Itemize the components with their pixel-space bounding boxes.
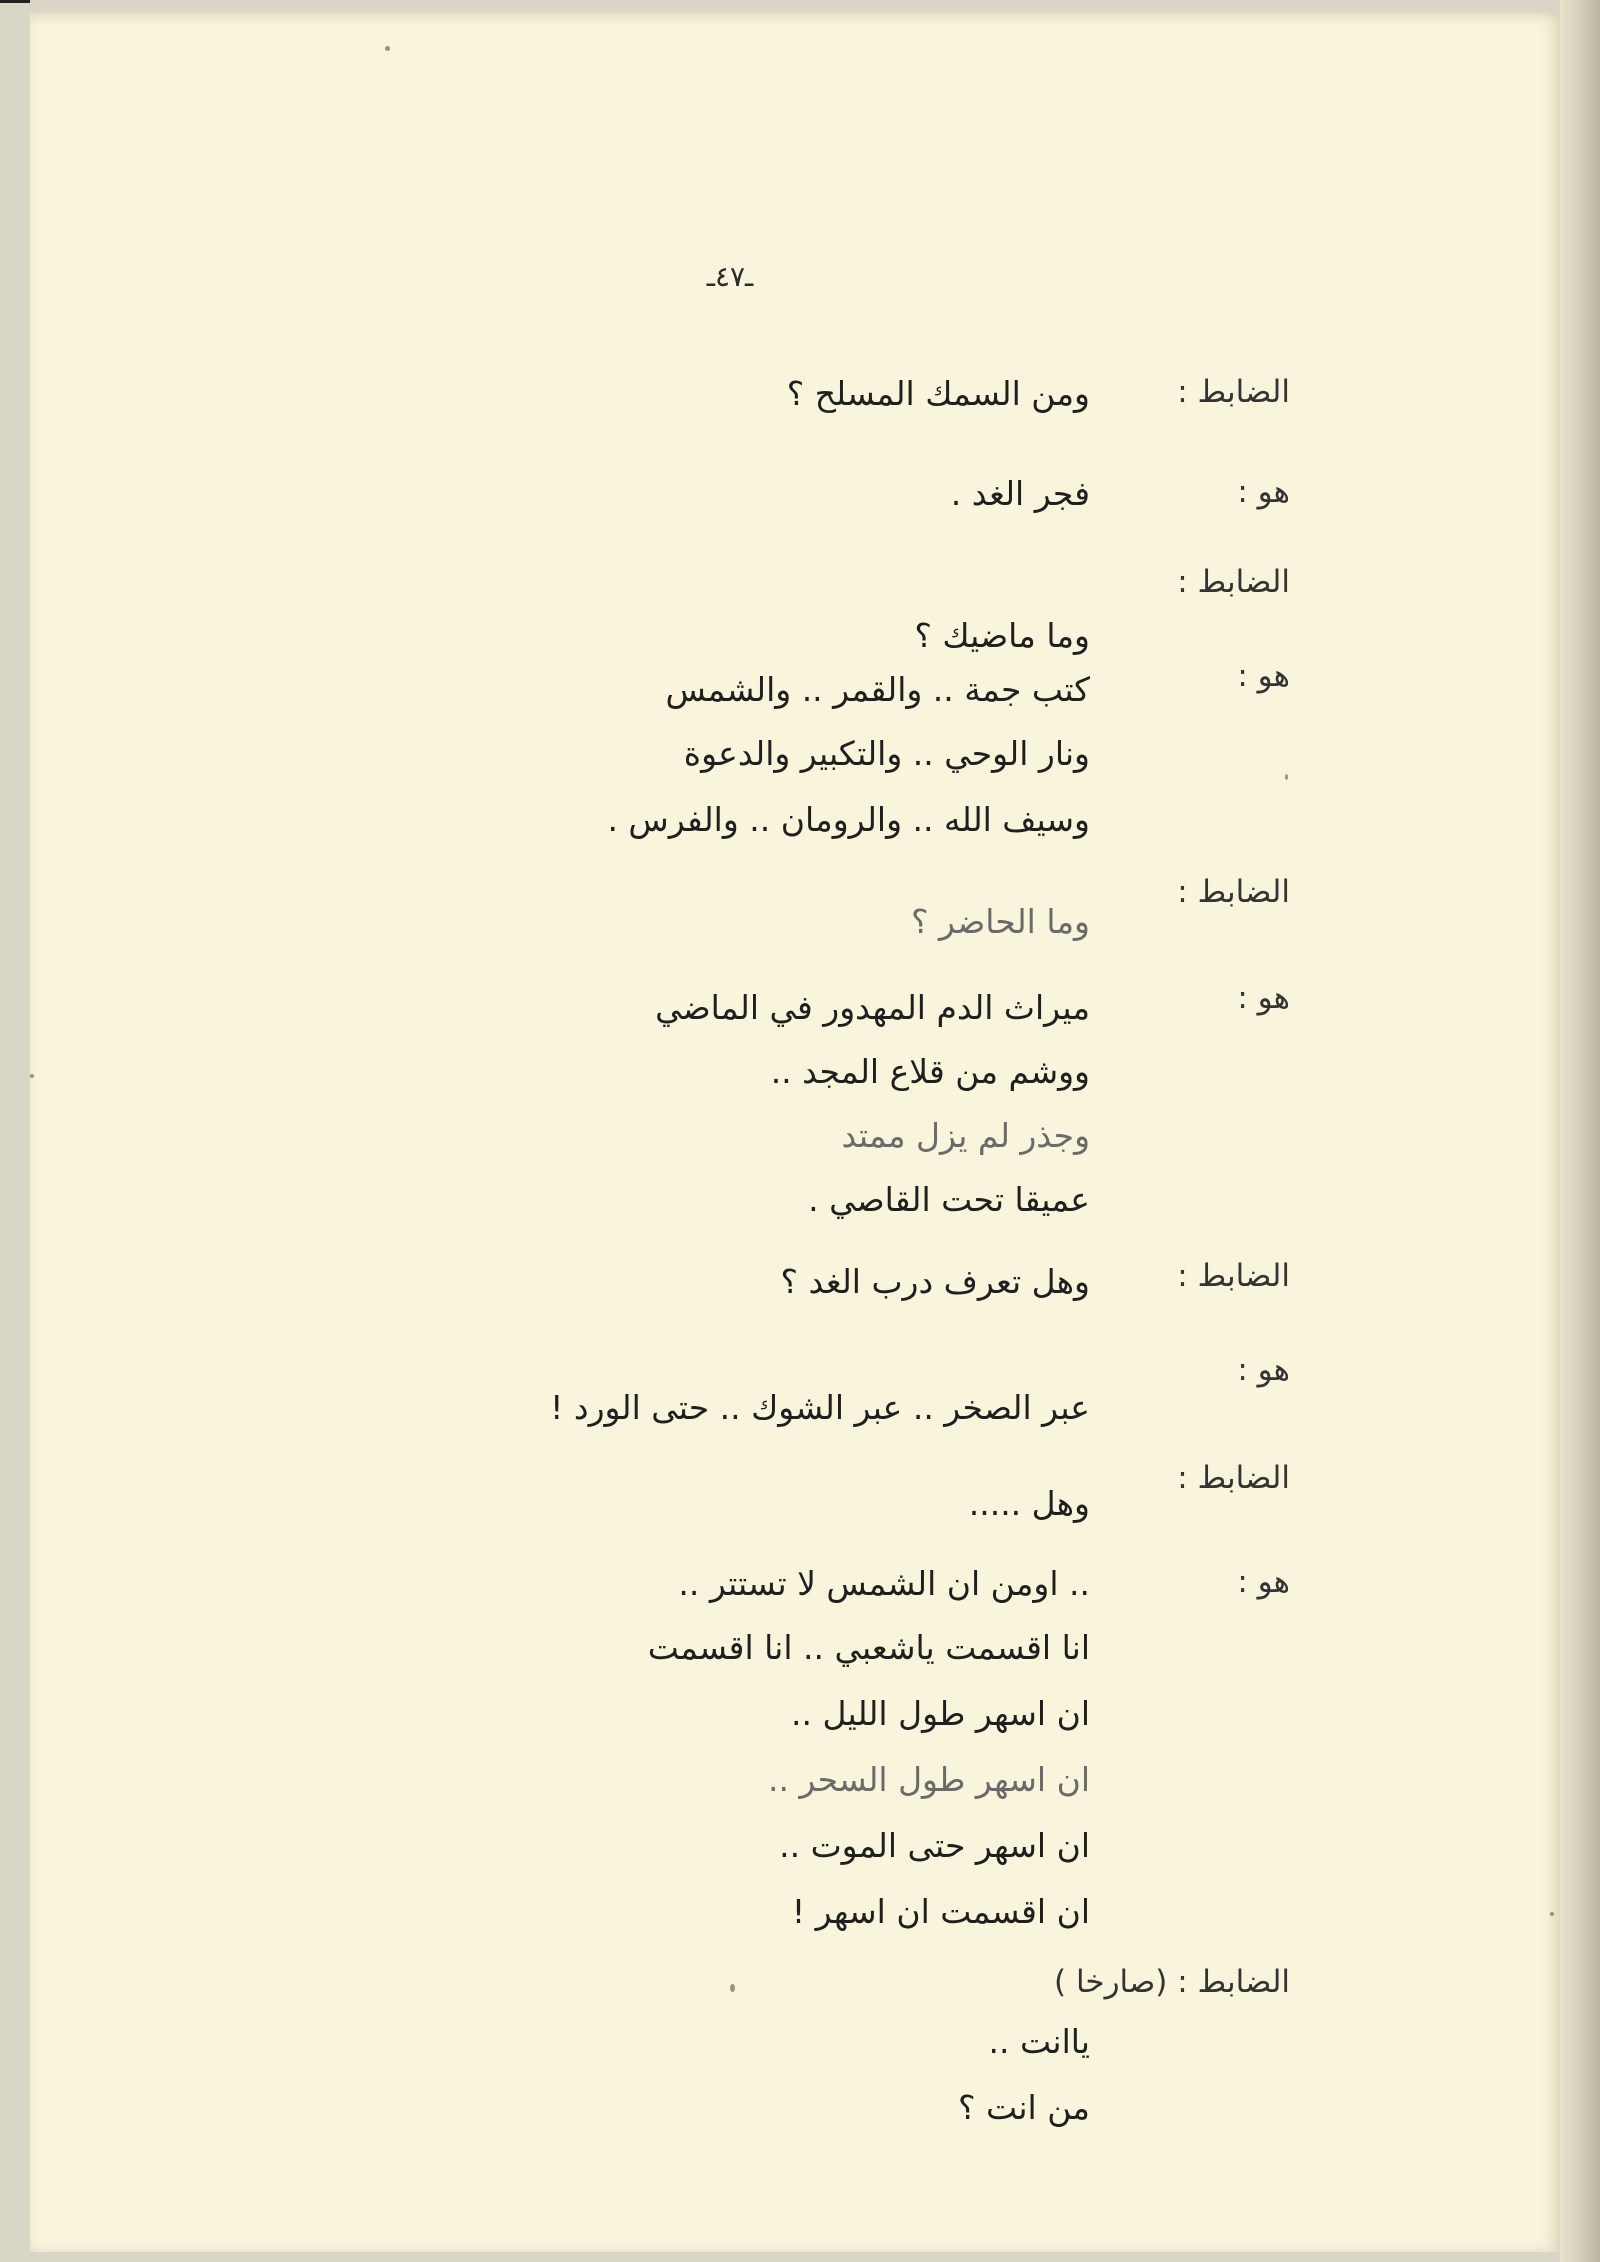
dialogue-line: عميقا تحت القاصي . bbox=[808, 1180, 1090, 1219]
dialogue-row bbox=[30, 658, 1560, 839]
speaker-label: الضابط : bbox=[1177, 1460, 1290, 1496]
dialogue-line: ووشم من قلاع المجد .. bbox=[770, 1052, 1090, 1091]
dialogue-line: من انت ؟ bbox=[957, 2088, 1090, 2127]
dialogue-line: ياانت .. bbox=[988, 2022, 1090, 2061]
dialogue-line: ونار الوحي .. والتكبير والدعوة bbox=[683, 734, 1090, 773]
paper-speck bbox=[1285, 774, 1288, 780]
dialogue-row bbox=[30, 1258, 1560, 1318]
dialogue-line: ان اسهر حتى الموت .. bbox=[779, 1826, 1090, 1865]
dialogue-row bbox=[30, 874, 1560, 941]
dialogue-line: وما ماضيك ؟ bbox=[914, 616, 1090, 655]
dialogue-line: .. اومن ان الشمس لا تستتر .. bbox=[678, 1564, 1090, 1603]
dialogue-row bbox=[30, 374, 1560, 434]
dialogue-row bbox=[30, 1352, 1560, 1427]
paper-speck bbox=[730, 1984, 735, 1992]
paper-speck bbox=[385, 46, 390, 51]
dialogue-line: وسيف الله .. والرومان .. والفرس . bbox=[607, 800, 1090, 839]
dialogue-row bbox=[30, 474, 1560, 534]
dialogue-line: ان اقسمت ان اسهر ! bbox=[791, 1892, 1090, 1931]
dialogue-line: كتب جمة .. والقمر .. والشمس bbox=[665, 670, 1090, 709]
speaker-label: هو : bbox=[1237, 1352, 1290, 1388]
speaker-label: الضابط : bbox=[1177, 1258, 1290, 1294]
dialogue-line: انا اقسمت ياشعبي .. انا اقسمت bbox=[647, 1628, 1090, 1667]
dialogue-line: ان اسهر طول السحر .. bbox=[767, 1760, 1090, 1799]
paper-speck bbox=[30, 1074, 34, 1078]
speaker-label: هو : bbox=[1237, 658, 1290, 694]
speaker-label: الضابط : bbox=[1177, 374, 1290, 410]
dialogue-line: وهل ..... bbox=[968, 1484, 1090, 1523]
speaker-label: هو : bbox=[1237, 980, 1290, 1016]
dialogue-line: فجر الغد . bbox=[950, 474, 1090, 513]
page-edge-shadow bbox=[1560, 0, 1600, 2262]
dialogue-row bbox=[30, 1964, 1560, 2127]
dialogue-row bbox=[30, 1564, 1560, 1931]
dialogue-line: عبر الصخر .. عبر الشوك .. حتى الورد ! bbox=[550, 1388, 1090, 1427]
speaker-label: الضابط : (صارخا ) bbox=[1054, 1964, 1290, 2000]
speaker-label: هو : bbox=[1237, 474, 1290, 510]
dialogue-row bbox=[30, 1460, 1560, 1523]
dialogue-line: ميراث الدم المهدور في الماضي bbox=[655, 988, 1090, 1027]
dialogue-row bbox=[30, 980, 1560, 1219]
scan-edge-line bbox=[0, 0, 30, 3]
speaker-label: الضابط : bbox=[1177, 564, 1290, 600]
speaker-label: هو : bbox=[1237, 1564, 1290, 1600]
speaker-label: الضابط : bbox=[1177, 874, 1290, 910]
paper-speck bbox=[1550, 1912, 1554, 1916]
page-number: ـ٤٧ـ bbox=[706, 260, 754, 293]
book-page bbox=[30, 12, 1560, 2252]
dialogue-line: ان اسهر طول الليل .. bbox=[791, 1694, 1090, 1733]
dialogue-line: وجذر لم يزل ممتد bbox=[841, 1116, 1090, 1155]
dialogue-row bbox=[30, 564, 1560, 655]
dialogue-line: وما الحاضر ؟ bbox=[911, 902, 1090, 941]
dialogue-line: ومن السمك المسلح ؟ bbox=[786, 374, 1090, 413]
dialogue-line: وهل تعرف درب الغد ؟ bbox=[780, 1262, 1090, 1301]
